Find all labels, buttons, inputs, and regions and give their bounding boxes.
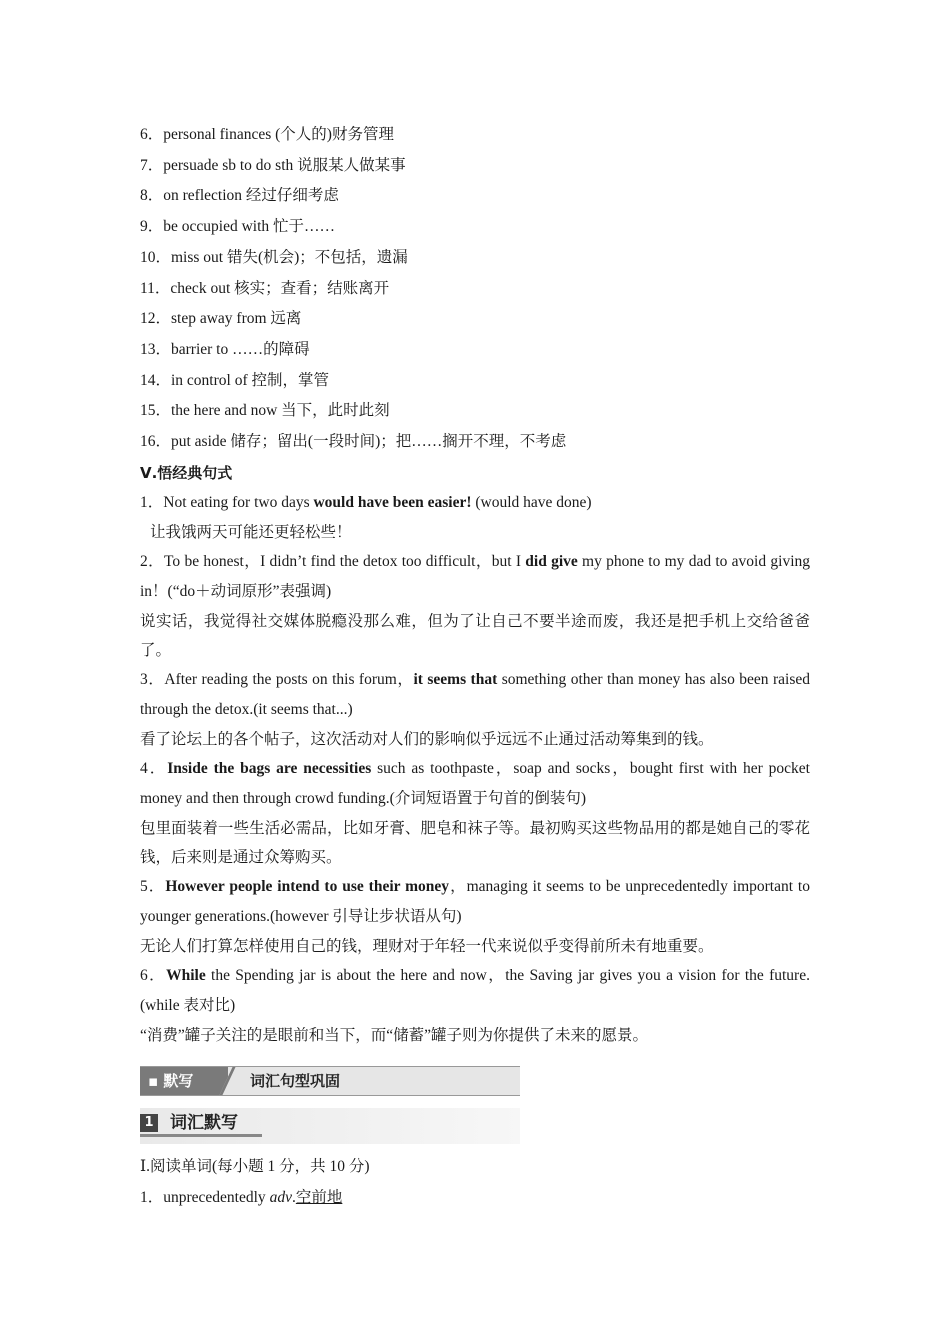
sentence-1-translation: 让我饿两天可能还更轻松些！ — [150, 524, 352, 542]
phrase-item: 9．be occupied with 忙于…… — [140, 218, 336, 236]
phrase-item: 14．in control of 控制，掌管 — [140, 371, 329, 389]
phrase-item: 15．the here and now 当下，此时此刻 — [140, 402, 390, 420]
answer-text: 空前地 — [295, 1188, 343, 1206]
sentence-6-translation: “消费”罐子关注的是眼前和当下，而“储蓄”罐子则为你提供了未来的愿景。 — [140, 1027, 649, 1045]
section-title: Ⅴ.悟经典句式 — [140, 463, 233, 482]
banner-title: 词汇句型巩固 — [250, 1072, 341, 1090]
phrase-item: 7．persuade sb to do sth 说服某人做某事 — [140, 156, 406, 174]
phrase-item: 16．put aside 储存；留出(一段时间)；把……搁开不理，不考虑 — [140, 433, 567, 451]
phrase-item: 8．on reflection 经过仔细考虑 — [140, 187, 339, 205]
phrase-item: 12．step away from 远离 — [140, 310, 302, 328]
banner-tag: ▪ 默写 — [140, 1067, 228, 1095]
sentence-3-translation: 看了论坛上的各个帖子，这次活动对人们的影响似乎远远不止通过活动筹集到的钱。 — [140, 731, 714, 749]
exercise-area — [140, 1152, 370, 1213]
phrase-item: 13．barrier to ……的障碍 — [140, 340, 310, 358]
sentence-4-translation: 包里面装着一些生活必需品，比如牙膏、肥皂和袜子等。最初购买这些物品用的都是她自己的零花钱，后来则是通过众筹购买。 — [140, 820, 810, 867]
sentence-1: 1．Not eating for two days would have been easier! (would have done) — [140, 494, 592, 512]
phrase-item: 11．check out 核实；查看；结账离开 — [140, 279, 390, 297]
subsection-title: 词汇默写 — [170, 1113, 238, 1133]
sentence-2-translation: 说实话，我觉得社交媒体脱瘾没那么难，但为了让自己不要半途而废，我还是把手机上交给爸爸了。 — [140, 613, 810, 660]
part-title: Ⅰ.阅读单词(每小题 1 分，共 10 分) — [140, 1158, 370, 1175]
exercise-item: 1．unprecedentedly adv.空前地 — [140, 1188, 343, 1206]
phrase-item: 6．personal finances (个人的)财务管理 — [140, 126, 394, 143]
subsection-number: 1 — [140, 1114, 158, 1132]
sentence-4: 4．Inside the bags are necessities such as toothpaste，soap and socks，bought first with her pocket money and then through crowd funding.(介词短语置于句首的倒装句) — [140, 760, 810, 808]
part-of-speech: adv — [269, 1188, 292, 1206]
sentence-2: 2．To be honest，I didn’t find the detox too difficult，but I did give my phone to my dad to avoid giving in！(“do＋动词原形”表强调) — [140, 553, 810, 601]
document-body — [140, 120, 810, 1050]
sentence-3: 3．After reading the posts on this forum，it seems that something other than money has also been raised through the detox.(it seems that...) — [140, 671, 810, 719]
section-banner — [140, 1066, 520, 1096]
subsection-underline — [140, 1134, 262, 1137]
phrase-item: 10．miss out 错失(机会)；不包括，遗漏 — [140, 248, 408, 266]
subsection-header — [140, 1108, 520, 1144]
sentence-6: 6．While the Spending jar is about the here and now，the Saving jar gives you a vision for the future.(while 表对比) — [140, 967, 810, 1015]
sentence-5-translation: 无论人们打算怎样使用自己的钱，理财对于年轻一代来说似乎变得前所未有地重要。 — [140, 938, 714, 956]
sentence-5: 5．However people intend to use their money，managing it seems to be unprecedentedly important to younger generations.(however 引导让步状语从句) — [140, 878, 810, 926]
